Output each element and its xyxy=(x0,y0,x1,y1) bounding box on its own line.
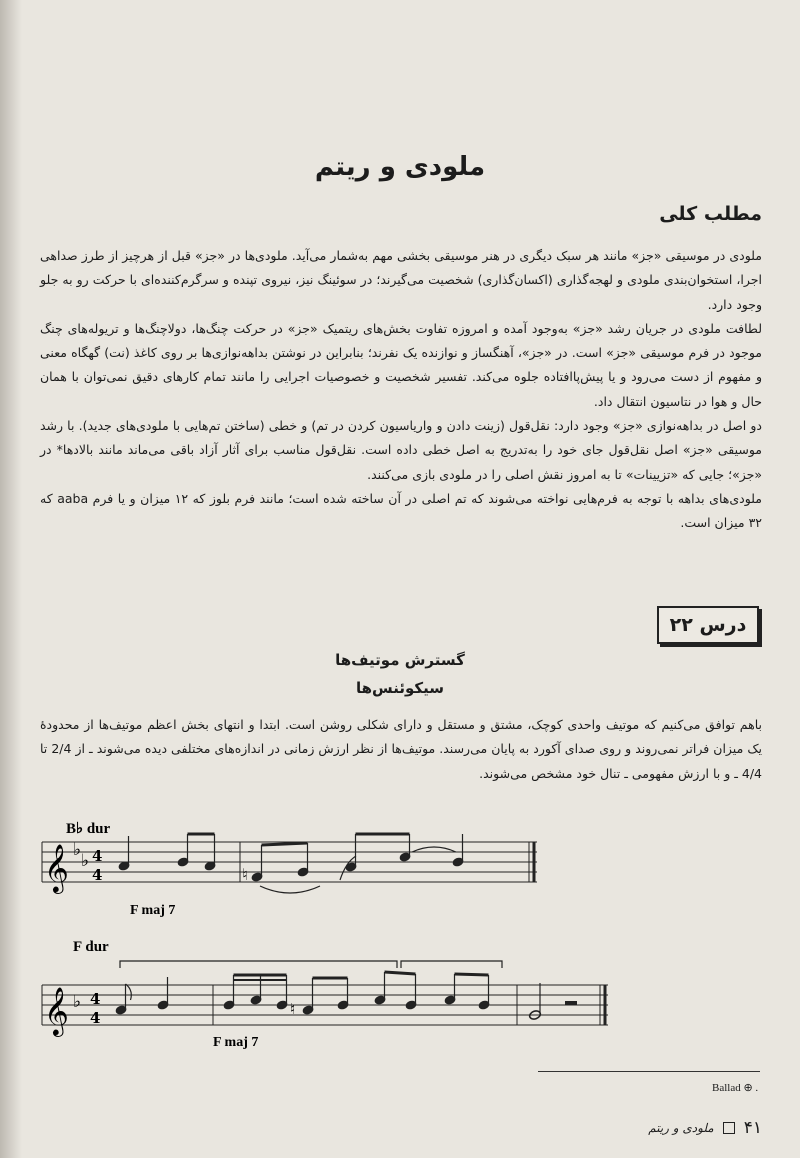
staff-2 xyxy=(42,985,608,1025)
time-signature-top: 4 xyxy=(92,847,103,865)
intro-paragraph: لطافت ملودی در جریان رشد «جز» به‌وجود آمده و امروزه تفاوت بخش‌های ریتمیک «جز» در حرکت چنگ‌ها، دولاچنگ‌ها و تریوله‌های چنگ موجود در فرم موسیقی «جز» است. در «جز»، آهنگساز و نوازنده یک نفرند؛ بنابراین در نوشتن بداهه‌نوازی‌ها بر روی کاغذ (نت) گهگاه معنی و مفهوم از دست می‌رود و یا پیش‌پاافتاده جلوه می‌کند. تفسیر شخصیت و خصوصیات اجرایی را مانند تمام کارهای دقیق نمی‌توان با همان حال و هوا در نتاسیون انتقال داد. xyxy=(40,320,762,409)
lesson-subtitle-1: گسترش موتیف‌ها xyxy=(335,651,465,669)
notes-2 xyxy=(115,972,577,1020)
lesson-subtitle-2: سیکوئنس‌ها xyxy=(356,679,444,697)
square-icon xyxy=(723,1122,735,1134)
footnote-rule xyxy=(538,1071,760,1072)
notes-1 xyxy=(118,834,464,882)
example-1-key-label: B♭ dur xyxy=(66,821,111,837)
flat-icon: ♭ xyxy=(73,840,82,860)
brackets xyxy=(120,961,502,968)
treble-clef-icon: 𝄞 xyxy=(44,843,69,892)
time-signature-top: 4 xyxy=(90,990,101,1008)
tie xyxy=(412,847,456,852)
chapter-title: ملودی و ریتم xyxy=(314,152,486,182)
lesson-label: درس ۲۲ xyxy=(669,614,747,636)
footnote: Ballad ⊕ . xyxy=(712,1082,759,1094)
example-2-key-label: F dur xyxy=(73,939,109,955)
section-heading: مطلب کلی xyxy=(659,203,762,225)
running-title: ملودی و ریتم xyxy=(648,1121,714,1135)
flat-icon: ♭ xyxy=(81,851,90,871)
time-signature-bottom: 4 xyxy=(92,866,103,884)
slur xyxy=(260,886,320,893)
flat-icon: ♭ xyxy=(73,992,82,1012)
music-example-2 xyxy=(42,939,608,1050)
page-footer xyxy=(612,1118,762,1138)
motif-paragraph: باهم توافق می‌کنیم که موتیف واحدی کوچک، مشتق و مستقل و دارای شکلی روشن است. ابتدا و انتهای بخش اعظم موتیف‌ها از محدودهٔ یک میزان فراتر نمی‌روند و روی صدای آکورد به پایان می‌رسند. موتیف‌ها از نظر ارزش زمانی در اندازه‌های مختلفی دیده می‌شوند ـ از 2/4 تا 4/4 ـ و با ارزش مفهومی ـ تنال خود مشخص می‌شوند. xyxy=(40,717,762,781)
natural-icon: ♮ xyxy=(242,865,248,884)
intro-paragraph: دو اصل در بداهه‌نوازی «جز» وجود دارد: نقل‌قول (زینت دادن و واریاسیون کردن در تم) و خطی (ساختن تم‌هایی با ملودی‌های جدید). با رشد موسیقی «جز» اصل نقل‌قول جای خود را به‌تدریج به اصل خطی داده است. نقل‌قول مناسب برای آثار آزاد باقی می‌ماند مانند بالادها* در «جز»؛ جایی که «تزیینات» تا به امروز نقش اصلی را در ملودی بازی می‌کنند. xyxy=(40,418,762,482)
page-number: ۴۱ xyxy=(743,1118,762,1138)
time-signature-bottom: 4 xyxy=(90,1009,101,1027)
example-2-chord-label: F maj 7 xyxy=(213,1035,259,1050)
natural-icon: ♮ xyxy=(290,1000,296,1018)
intro-paragraph: ملودی در موسیقی «جز» مانند هر سبک دیگری در هنر موسیقی بخشی مهم به‌شمار می‌آید. ملودی‌ها در «جز» قبل از هرچیز از طرز صداهی اجرا، استخوان‌بندی ملودی و لهجه‌گذاری (اکسان‌گذاری) شخصیت می‌گیرند؛ در سوئینگ نیز، نیروی تپنده و سرگرم‌کننده‌ای با حرکت رو به جلو وجود دارد. xyxy=(40,248,762,312)
music-example-1 xyxy=(42,821,537,918)
example-1-chord-label: F maj 7 xyxy=(130,903,176,918)
intro-paragraph: ملودی‌های بداهه با توجه به فرم‌هایی نواخته می‌شوند که تم اصلی در آن ساخته شده است؛ مانند فرم بلوز که ۱۲ میزان و یا فرم aaba که ۳۲ میزان است. xyxy=(40,490,762,531)
treble-clef-icon: 𝄞 xyxy=(44,986,69,1035)
